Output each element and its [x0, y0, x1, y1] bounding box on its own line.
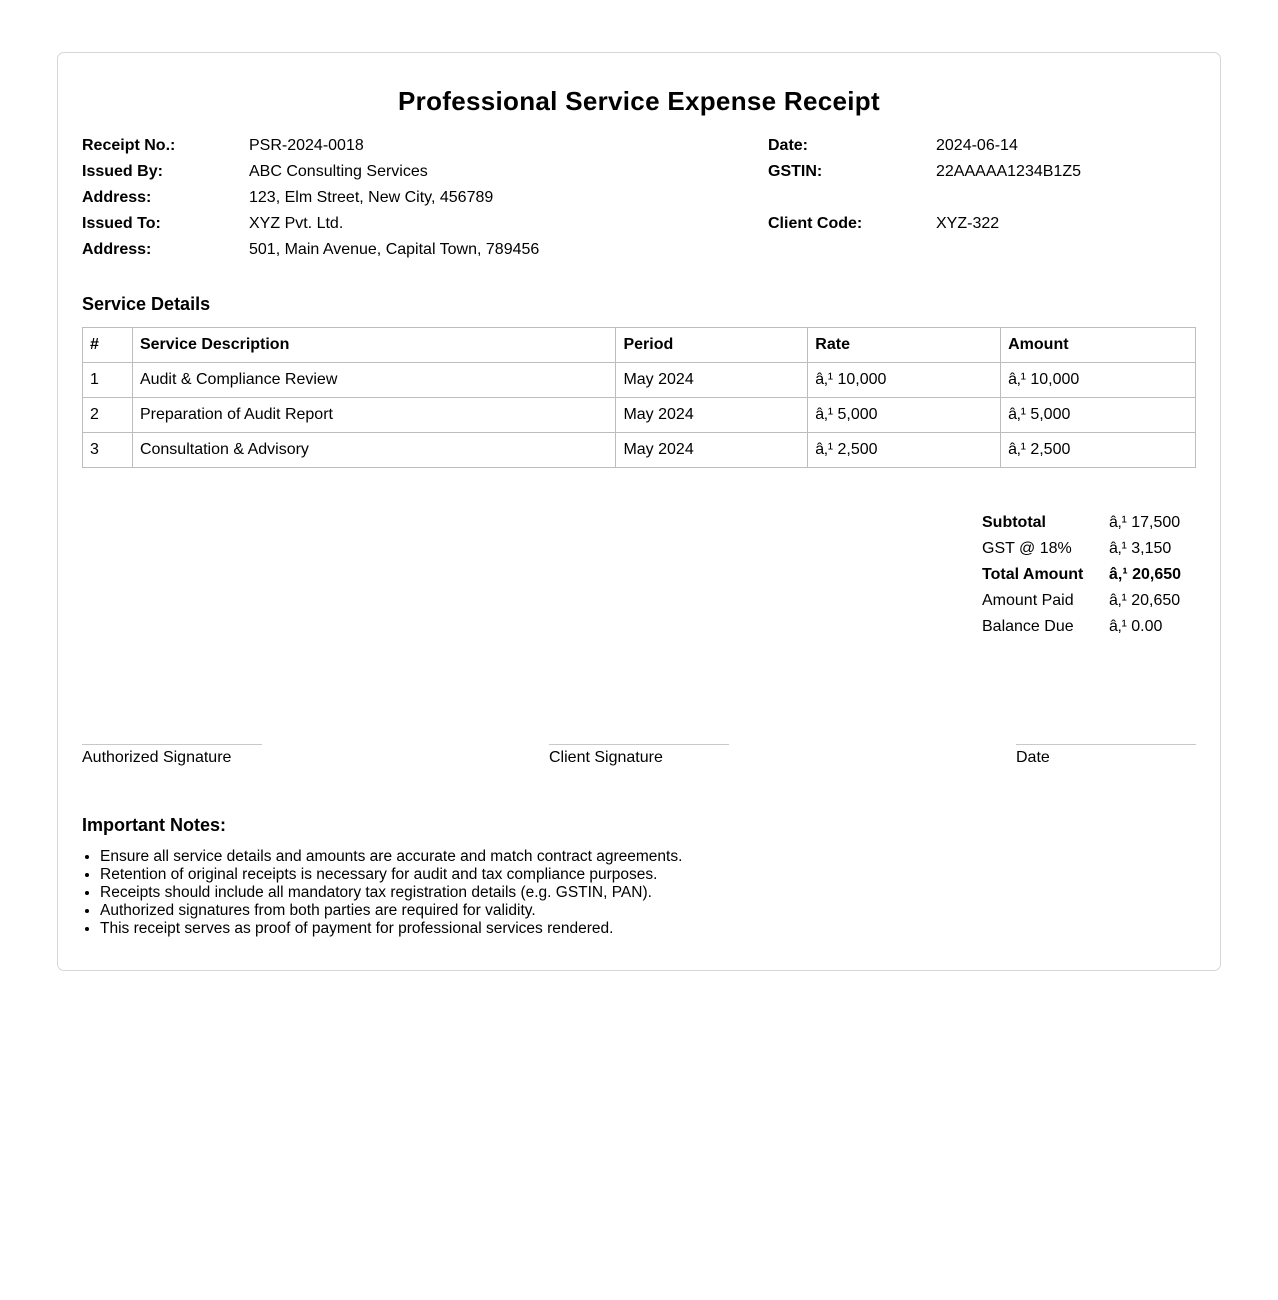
- table-row: [83, 433, 1196, 468]
- service-details-heading: Service Details: [82, 294, 211, 314]
- balance-due-label: Balance Due: [982, 618, 1074, 635]
- cell-period: May 2024: [616, 398, 808, 433]
- gst-row: [982, 536, 1181, 562]
- receipt-card: [57, 52, 1221, 971]
- info-row: [82, 213, 722, 239]
- total-amount-label: Total Amount: [982, 566, 1084, 583]
- col-rate-header: Rate: [808, 328, 1001, 363]
- total-amount-value: â‚¹ 20,650: [1109, 566, 1182, 583]
- client-address-label: Address:: [82, 241, 152, 258]
- authorized-signature-block: [82, 744, 262, 767]
- list-item: • This receipt serves as proof of payment for professional services rendered.: [100, 920, 1100, 938]
- list-item: • Retention of original receipts is necessary for audit and tax compliance purposes.: [100, 866, 1100, 884]
- important-notes-heading: Important Notes:: [82, 815, 226, 835]
- totals-block: [982, 510, 1181, 640]
- info-row-empty: [768, 187, 1188, 213]
- cell-number: 3: [83, 433, 133, 468]
- empty-label: [768, 187, 936, 213]
- col-period-header: Period: [616, 328, 808, 363]
- authorized-signature-label: Authorized Signature: [82, 749, 232, 766]
- subtotal-label: Subtotal: [982, 514, 1046, 531]
- amount-paid-value: â‚¹ 20,650: [1109, 592, 1181, 609]
- gst-value: â‚¹ 3,150: [1109, 540, 1172, 557]
- issued-to-label: Issued To:: [82, 215, 161, 232]
- signature-line: [549, 744, 729, 745]
- info-row: [768, 161, 1188, 187]
- cell-rate: â‚¹ 5,000: [808, 398, 1001, 433]
- client-code-label: Client Code:: [768, 215, 863, 232]
- col-description-header: Service Description: [132, 328, 616, 363]
- info-row: [82, 239, 722, 265]
- receipt-meta-info: [768, 135, 1188, 239]
- signature-line: [1016, 744, 1196, 745]
- cell-rate: â‚¹ 2,500: [808, 433, 1001, 468]
- receipt-no-label: Receipt No.:: [82, 137, 176, 154]
- cell-period: May 2024: [616, 363, 808, 398]
- client-code-value: XYZ-322: [936, 215, 1000, 232]
- table-header-row: [83, 328, 1196, 363]
- balance-due-row: [982, 614, 1181, 640]
- date-signature-block: [1016, 744, 1196, 767]
- info-row: [82, 187, 722, 213]
- cell-number: 1: [83, 363, 133, 398]
- cell-rate: â‚¹ 10,000: [808, 363, 1001, 398]
- gstin-label: GSTIN:: [768, 163, 823, 180]
- cell-amount: â‚¹ 10,000: [1001, 363, 1196, 398]
- date-label: Date:: [768, 137, 809, 154]
- balance-due-value: â‚¹ 0.00: [1109, 618, 1163, 635]
- info-row: [82, 161, 722, 187]
- info-row: [82, 135, 722, 161]
- cell-amount: â‚¹ 5,000: [1001, 398, 1196, 433]
- date-signature-label: Date: [1016, 749, 1050, 766]
- receipt-no-value: PSR-2024-0018: [249, 137, 364, 154]
- info-row: [768, 213, 1188, 239]
- table-row: [83, 363, 1196, 398]
- cell-description: Consultation & Advisory: [132, 433, 616, 468]
- client-address-value: 501, Main Avenue, Capital Town, 789456: [249, 241, 540, 258]
- info-row: [768, 135, 1188, 161]
- subtotal-value: â‚¹ 17,500: [1109, 514, 1181, 531]
- cell-amount: â‚¹ 2,500: [1001, 433, 1196, 468]
- gst-label: GST @ 18%: [982, 540, 1072, 557]
- amount-paid-row: [982, 588, 1181, 614]
- receipt-title: Professional Service Expense Receipt: [398, 86, 880, 116]
- col-number-header: #: [83, 328, 133, 363]
- amount-paid-label: Amount Paid: [982, 592, 1074, 609]
- list-item: • Ensure all service details and amounts are accurate and match contract agreements.: [100, 848, 1100, 866]
- list-item: • Authorized signatures from both parties are required for validity.: [100, 902, 1100, 920]
- issuer-address-value: 123, Elm Street, New City, 456789: [249, 189, 494, 206]
- table-row: [83, 398, 1196, 433]
- cell-description: Audit & Compliance Review: [132, 363, 616, 398]
- issued-to-value: XYZ Pvt. Ltd.: [249, 215, 344, 232]
- client-signature-block: [549, 744, 729, 767]
- gstin-value: 22AAAAA1234B1Z5: [936, 163, 1081, 180]
- cell-description: Preparation of Audit Report: [132, 398, 616, 433]
- client-signature-label: Client Signature: [549, 749, 663, 766]
- cell-period: May 2024: [616, 433, 808, 468]
- total-amount-row: [982, 562, 1181, 588]
- issued-by-label: Issued By:: [82, 163, 163, 180]
- col-amount-header: Amount: [1001, 328, 1196, 363]
- list-item: • Receipts should include all mandatory tax registration details (e.g. GSTIN, PAN).: [100, 884, 1100, 902]
- service-table: [82, 327, 1196, 468]
- issued-by-value: ABC Consulting Services: [249, 163, 428, 180]
- issuer-info: [82, 135, 722, 265]
- date-value: 2024-06-14: [936, 137, 1018, 154]
- notes-list: [100, 848, 1100, 938]
- signature-line: [82, 744, 262, 745]
- cell-number: 2: [83, 398, 133, 433]
- subtotal-row: [982, 510, 1181, 536]
- issuer-address-label: Address:: [82, 189, 152, 206]
